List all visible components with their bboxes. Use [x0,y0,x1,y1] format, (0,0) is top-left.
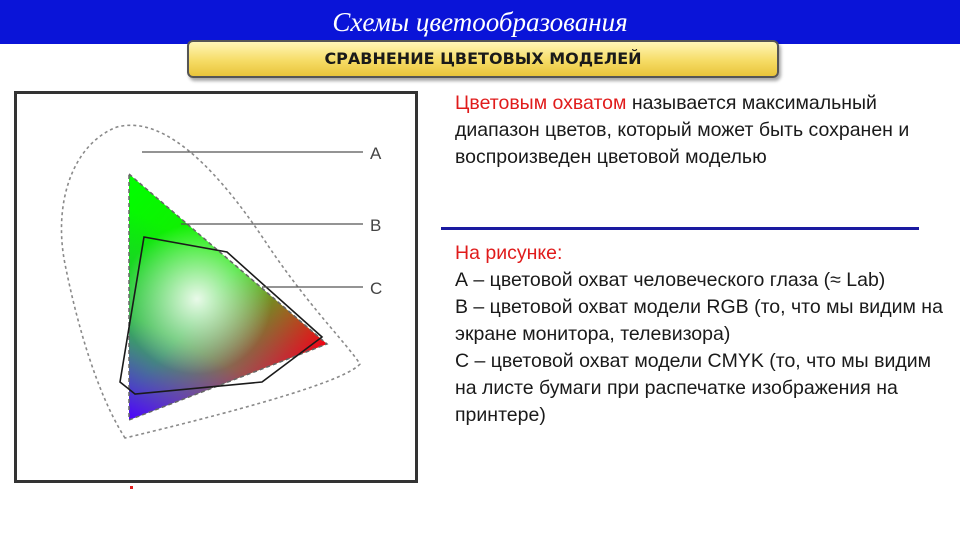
label-a: A [370,144,382,163]
gamut-diagram-svg [17,94,415,480]
definition-term: Цветовым охватом [455,92,627,114]
label-b: B [370,216,382,235]
gamut-diagram [14,91,418,483]
legend-heading: На рисунке: [455,242,563,264]
divider-line [441,227,919,230]
red-dot-marker [130,486,133,489]
section-banner: СРАВНЕНИЕ ЦВЕТОВЫХ МОДЕЛЕЙ [187,40,779,78]
legend-item-b: В – цветовой охват модели RGB (то, что мы видим на экране монитора, телевизора) [455,296,943,345]
slide-title: Схемы цветообразования [332,7,628,37]
gamut-fill-white [117,164,337,434]
legend-item-a: А – цветовой охват человеческого глаза (≈ Lab) [455,269,886,291]
definition-text [455,90,955,171]
legend-text [455,240,955,429]
legend-item-c: С – цветовой охват модели CMYK (то, что мы видим на листе бумаги при распечатке изображения на принтере) [455,350,932,426]
definition-rest: называется максимальный диапазон цветов, который может быть сохранен и воспроизведен цветовой моделью [455,92,910,168]
label-c: C [370,279,383,298]
